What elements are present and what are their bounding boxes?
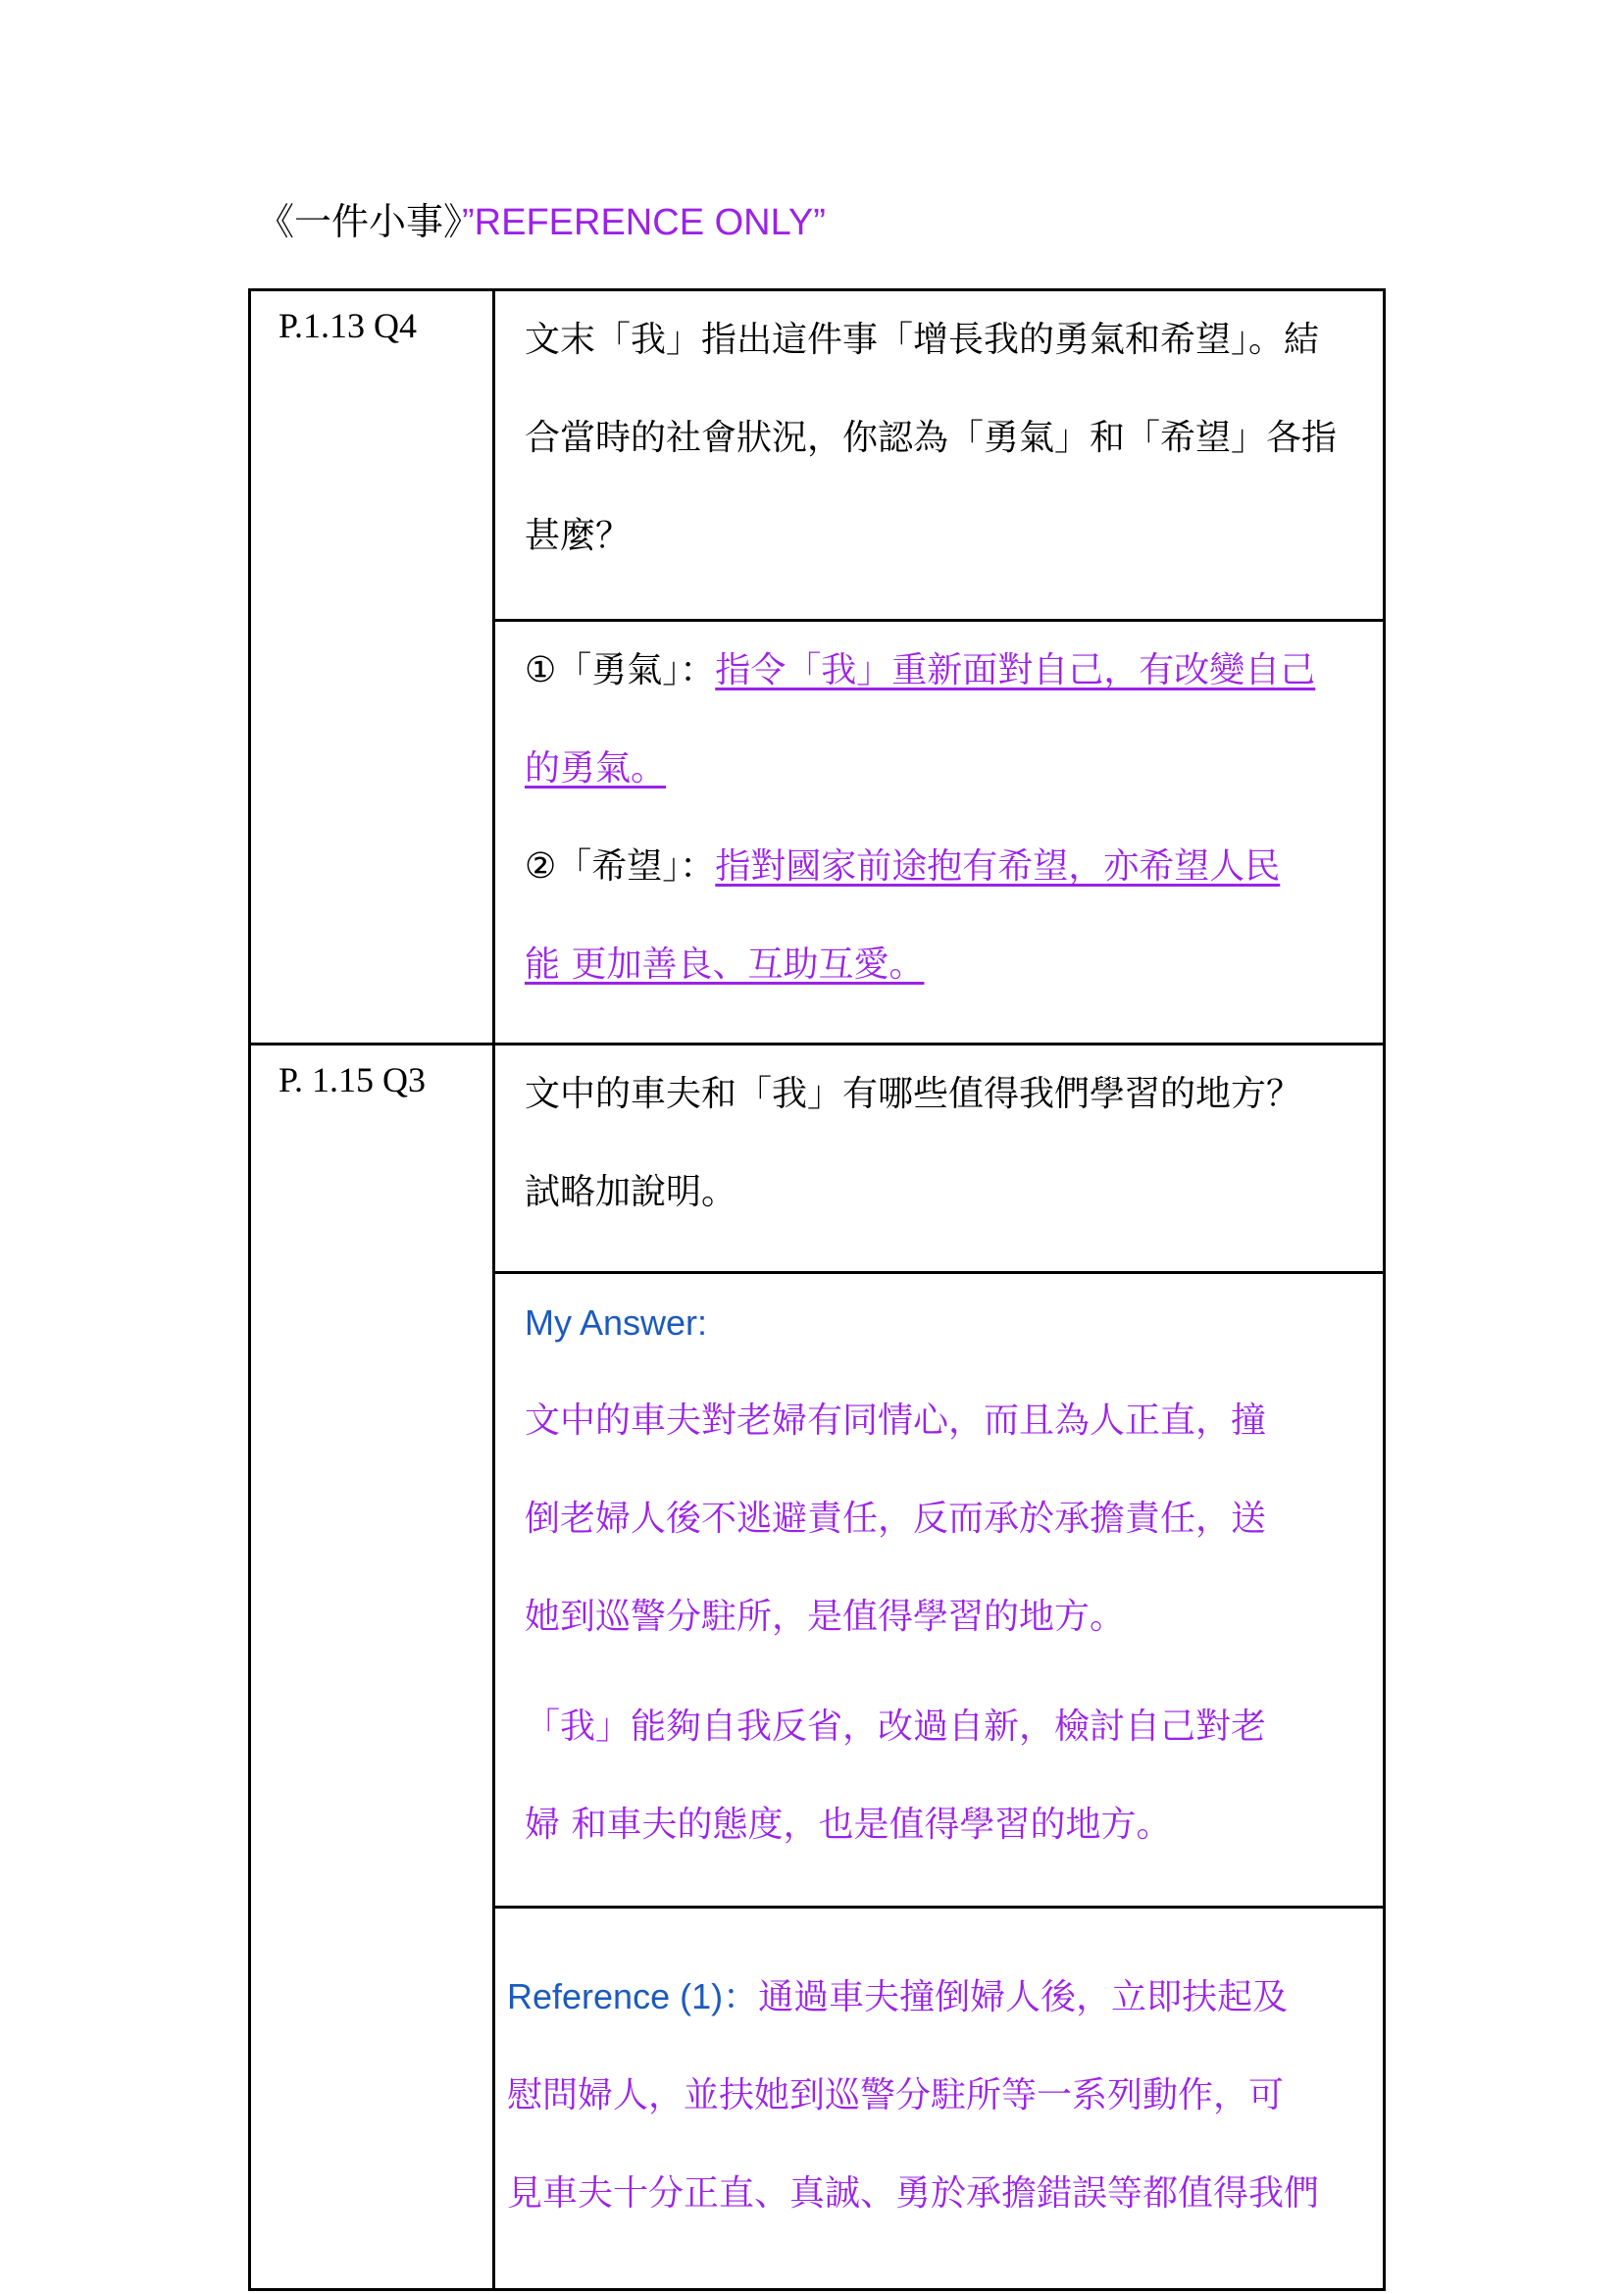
- reference-line: 見車夫十分正直、真誠、勇於承擔錯誤等都值得我們: [507, 2173, 1320, 2214]
- question-reference-label: P.1.13 Q4: [251, 291, 495, 1043]
- answer-line: 文中的車夫對老婦有同情心，而且為人正直，撞: [525, 1401, 1267, 1441]
- question-line: 試略加說明。: [525, 1172, 737, 1212]
- table-row-q3: [251, 1043, 1383, 2288]
- answer-item-courage: [525, 622, 1353, 720]
- title-book-name: 《一件小事》: [257, 200, 463, 243]
- reference-line: [507, 1948, 1353, 2047]
- my-answer-heading: My Answer:: [525, 1302, 708, 1343]
- answer-item-hope: [525, 818, 1353, 916]
- reference-line: 慰問婦人，並扶她到巡警分駐所等一系列動作，可: [507, 2075, 1285, 2116]
- answer-line: 「我」能夠自我反省，改過自新，檢討自己對老: [525, 1707, 1267, 1747]
- table-row-q4: [251, 291, 1383, 1043]
- question-reference-label: P. 1.15 Q3: [251, 1045, 495, 2288]
- answer-text: 能 更加善良、互助互愛。: [525, 944, 925, 985]
- paragraph-gap: [525, 1666, 1353, 1678]
- answer-line: 她到巡警分駐所，是值得學習的地方。: [525, 1597, 1126, 1637]
- answer-text: 指對國家前途抱有希望，亦希望人民: [715, 846, 1281, 887]
- answer-line: [525, 720, 1353, 818]
- my-answer-cell: [495, 1271, 1383, 1906]
- qa-table: [248, 288, 1386, 2291]
- reference-heading: Reference (1): [507, 1976, 724, 2016]
- answer-line: [525, 916, 1353, 1014]
- reference-text: 通過車夫撞倒婦人後，立即扶起及: [758, 1977, 1289, 2017]
- question-cell: [495, 291, 1383, 619]
- title-reference-note: ”REFERENCE ONLY”: [462, 202, 826, 243]
- reference-colon: ：: [723, 1976, 759, 2016]
- row-content: [495, 291, 1383, 1043]
- answer-marker: ②「希望」：: [525, 846, 716, 887]
- answer-marker: ①「勇氣」：: [525, 650, 716, 690]
- question-line: 文中的車夫和「我」有哪些值得我們學習的地方？: [525, 1074, 1302, 1114]
- answer-line: 婦 和車夫的態度，也是值得學習的地方。: [525, 1805, 1172, 1845]
- answer-text: 指令「我」重新面對自己，有改變自己: [715, 650, 1316, 690]
- reference-cell: [495, 1906, 1383, 2288]
- answer-text: 的勇氣。: [525, 748, 667, 789]
- document-title: [257, 194, 826, 250]
- row-content: [495, 1045, 1383, 2288]
- question-cell: [495, 1045, 1383, 1271]
- question-line: 文末「我」指出這件事「增長我的勇氣和希望」。結: [525, 320, 1320, 360]
- question-line: 甚麼？: [525, 516, 632, 556]
- question-line: 合當時的社會狀況，你認為「勇氣」和「希望」各指: [525, 418, 1338, 458]
- answer-cell: [495, 619, 1383, 1043]
- answer-line: 倒老婦人後不逃避責任，反而承於承擔責任，送: [525, 1499, 1267, 1539]
